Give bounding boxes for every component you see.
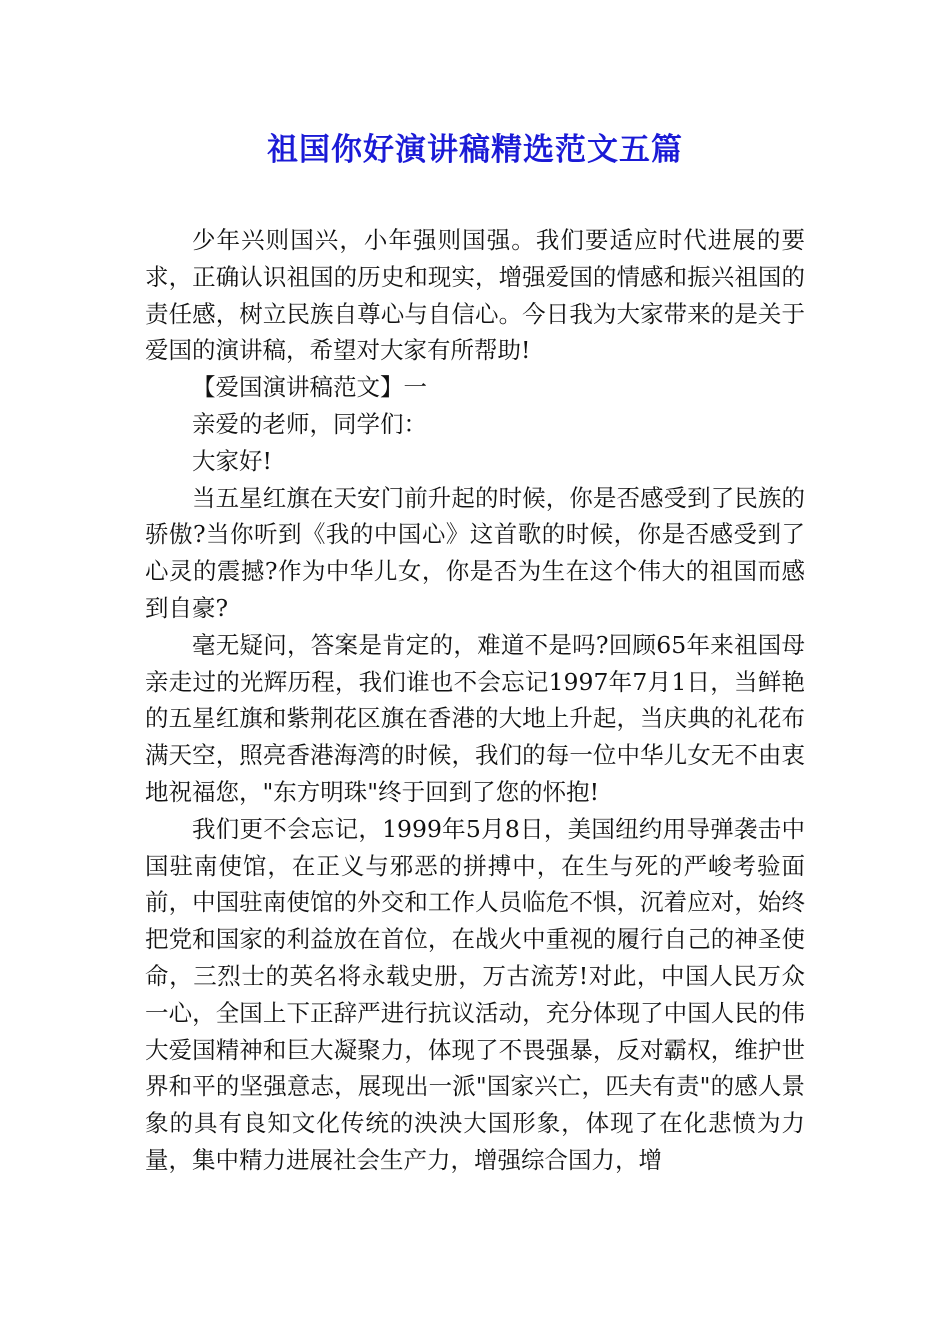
- document-title: 祖国你好演讲稿精选范文五篇: [267, 132, 683, 168]
- body-paragraph: 当五星红旗在天安门前升起的时候，你是否感受到了民族的骄傲?当你听到《我的中国心》这首歌的时候，你是否感受到了心灵的震撼?作为中华儿女，你是否为生在这个伟大的祖国而感到自豪?: [145, 483, 805, 622]
- section-heading: 【爱国演讲稿范文】一: [192, 373, 427, 402]
- intro-paragraph: 少年兴则国兴，小年强则国强。我们要适应时代进展的要求，正确认识祖国的历史和现实，增强爱国的情感和振兴祖国的责任感，树立民族自尊心与自信心。今日我为大家带来的是关于爱国的演讲稿，希望对大家有所帮助!: [145, 226, 805, 365]
- body-paragraph: 我们更不会忘记，1999年5月8日，美国纽约用导弹袭击中国驻南使馆，在正义与邪恶的拼搏中，在生与死的严峻考验面前，中国驻南使馆的外交和工作人员临危不惧，沉着应对，始终把党和国家的利益放在首位，在战火中重视的履行自己的神圣使命，三烈士的英名将永载史册，万古流芳!对此，中国人民万众一心，全国上下正辞严进行抗议活动，充分体现了中国人民的伟大爱国精神和巨大凝聚力，体现了不畏强暴，反对霸权，维护世界和平的坚强意志，展现出一派"国家兴亡，匹夫有责"的感人景象的具有良知文化传统的泱泱大国形象，体现了在化悲愤为力量，集中精力进展社会生产力，增强综合国力，增: [145, 814, 805, 1174]
- salutation: 亲爱的老师，同学们：: [192, 409, 427, 438]
- greeting: 大家好!: [192, 446, 272, 475]
- document-body: [145, 222, 805, 1179]
- body-paragraph: 毫无疑问，答案是肯定的，难道不是吗?回顾65年来祖国母亲走过的光辉历程，我们谁也不会忘记1997年7月1日，当鲜艳的五星红旗和紫荆花区旗在香港的大地上升起，当庆典的礼花布满天空，照亮香港海湾的时候，我们的每一位中华儿女无不由衷地祝福您，"东方明珠"终于回到了您的怀抱!: [145, 630, 805, 806]
